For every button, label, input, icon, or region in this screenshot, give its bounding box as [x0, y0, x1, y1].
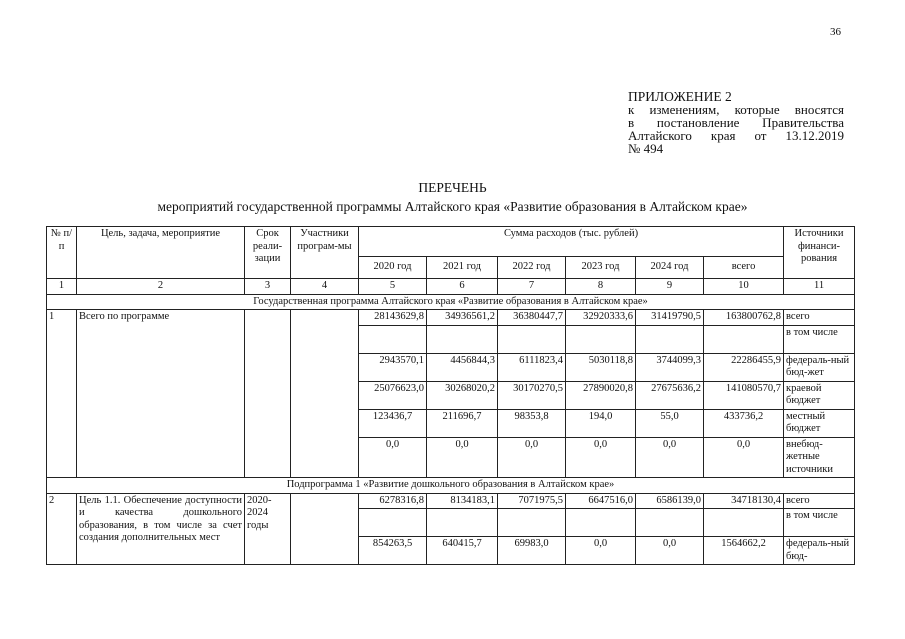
source-cell: краевой бюджет — [784, 381, 855, 409]
header-participants: Участники програм-мы — [291, 227, 359, 279]
row-term: 2020-2024 годы — [245, 493, 291, 565]
header-amount: Сумма расходов (тыс. рублей) — [359, 227, 784, 257]
value-cell: 0,0 — [566, 437, 636, 478]
value-cell: 34936561,2 — [427, 310, 498, 326]
value-cell: 7071975,5 — [498, 493, 566, 509]
value-cell: 123436,7 — [359, 409, 427, 437]
value-cell: 163800762,8 — [704, 310, 784, 326]
appendix-heading: ПРИЛОЖЕНИЕ 2 — [628, 89, 732, 104]
col-number: 10 — [704, 279, 784, 295]
col-number: 4 — [291, 279, 359, 295]
value-cell: 8134183,1 — [427, 493, 498, 509]
value-cell: 30170270,5 — [498, 381, 566, 409]
value-cell — [566, 325, 636, 353]
header-year-2024: 2024 год — [636, 257, 704, 279]
value-cell: 0,0 — [566, 537, 636, 565]
value-cell: 640415,7 — [427, 537, 498, 565]
value-cell: 27890020,8 — [566, 381, 636, 409]
value-cell: 0,0 — [636, 437, 704, 478]
row-term — [245, 310, 291, 478]
value-cell: 31419790,5 — [636, 310, 704, 326]
value-cell: 69983,0 — [498, 537, 566, 565]
col-number: 9 — [636, 279, 704, 295]
value-cell: 6586139,0 — [636, 493, 704, 509]
value-cell — [704, 509, 784, 537]
appendix-line-1: к изменениям, которые вносятся — [628, 102, 844, 117]
row-goal: Всего по программе — [77, 310, 245, 478]
value-cell: 6111823,4 — [498, 353, 566, 381]
value-cell — [427, 325, 498, 353]
section-program: Государственная программа Алтайского края «Развитие образования в Алтайском крае» — [47, 294, 855, 310]
source-cell: местный бюджет — [784, 409, 855, 437]
col-number: 11 — [784, 279, 855, 295]
header-goal: Цель, задача, мероприятие — [77, 227, 245, 279]
value-cell: 98353,8 — [498, 409, 566, 437]
value-cell: 0,0 — [359, 437, 427, 478]
source-cell: федераль-ный бюд- — [784, 537, 855, 565]
document-subtitle: мероприятий государственной программы Алтайского края «Развитие образования в Алтайском крае» — [157, 199, 748, 214]
header-num: № п/п — [47, 227, 77, 279]
source-cell: в том числе — [784, 509, 855, 537]
value-cell — [636, 325, 704, 353]
value-cell: 36380447,7 — [498, 310, 566, 326]
value-cell: 30268020,2 — [427, 381, 498, 409]
row-participants — [291, 310, 359, 478]
value-cell: 854263,5 — [359, 537, 427, 565]
col-number: 5 — [359, 279, 427, 295]
header-year-2020: 2020 год — [359, 257, 427, 279]
header-term: Срок реали-зации — [245, 227, 291, 279]
value-cell: 6647516,0 — [566, 493, 636, 509]
value-cell: 141080570,7 — [704, 381, 784, 409]
source-cell: внебюд-жетные источники — [784, 437, 855, 478]
page-number: 36 — [830, 26, 841, 38]
col-number: 3 — [245, 279, 291, 295]
value-cell: 2943570,1 — [359, 353, 427, 381]
value-cell — [498, 509, 566, 537]
value-cell: 0,0 — [498, 437, 566, 478]
value-cell: 6278316,8 — [359, 493, 427, 509]
value-cell: 28143629,8 — [359, 310, 427, 326]
value-cell: 3744099,3 — [636, 353, 704, 381]
source-cell: в том числе — [784, 325, 855, 353]
table-row — [47, 310, 855, 326]
financing-table — [46, 226, 855, 565]
source-cell: федераль-ный бюд-жет — [784, 353, 855, 381]
value-cell: 0,0 — [427, 437, 498, 478]
appendix-line-2: в постановление Правительства — [628, 115, 844, 130]
row-goal: Цель 1.1. Обеспечение доступности и качества дошкольного образования, в том числе за счет создания дополнительных мест — [77, 493, 245, 565]
value-cell — [704, 325, 784, 353]
value-cell — [636, 509, 704, 537]
value-cell: 22286455,9 — [704, 353, 784, 381]
col-number: 8 — [566, 279, 636, 295]
col-number: 1 — [47, 279, 77, 295]
value-cell: 4456844,3 — [427, 353, 498, 381]
value-cell: 34718130,4 — [704, 493, 784, 509]
column-numbers-row — [47, 279, 855, 295]
header-year-2023: 2023 год — [566, 257, 636, 279]
value-cell: 433736,2 — [704, 409, 784, 437]
value-cell: 32920333,6 — [566, 310, 636, 326]
value-cell — [566, 509, 636, 537]
value-cell: 0,0 — [704, 437, 784, 478]
value-cell — [359, 509, 427, 537]
value-cell: 1564662,2 — [704, 537, 784, 565]
document-title: ПЕРЕЧЕНЬ — [418, 180, 487, 195]
value-cell: 27675636,2 — [636, 381, 704, 409]
value-cell: 211696,7 — [427, 409, 498, 437]
header-year-2021: 2021 год — [427, 257, 498, 279]
table-row — [47, 493, 855, 509]
col-number: 6 — [427, 279, 498, 295]
value-cell: 55,0 — [636, 409, 704, 437]
header-total: всего — [704, 257, 784, 279]
appendix-block — [628, 90, 844, 155]
appendix-line-4: № 494 — [628, 141, 664, 156]
col-number: 7 — [498, 279, 566, 295]
section-subprogram-1: Подпрограмма 1 «Развитие дошкольного образования в Алтайском крае» — [47, 478, 855, 494]
row-participants — [291, 493, 359, 565]
value-cell — [359, 325, 427, 353]
row-num: 1 — [47, 310, 77, 478]
value-cell: 25076623,0 — [359, 381, 427, 409]
header-year-2022: 2022 год — [498, 257, 566, 279]
appendix-line-3: Алтайского края от 13.12.2019 — [628, 128, 844, 143]
value-cell: 5030118,8 — [566, 353, 636, 381]
col-number: 2 — [77, 279, 245, 295]
value-cell — [498, 325, 566, 353]
header-sources: Источники финанси-рования — [784, 227, 855, 279]
value-cell: 194,0 — [566, 409, 636, 437]
source-cell: всего — [784, 493, 855, 509]
source-cell: всего — [784, 310, 855, 326]
value-cell: 0,0 — [636, 537, 704, 565]
value-cell — [427, 509, 498, 537]
row-num: 2 — [47, 493, 77, 565]
